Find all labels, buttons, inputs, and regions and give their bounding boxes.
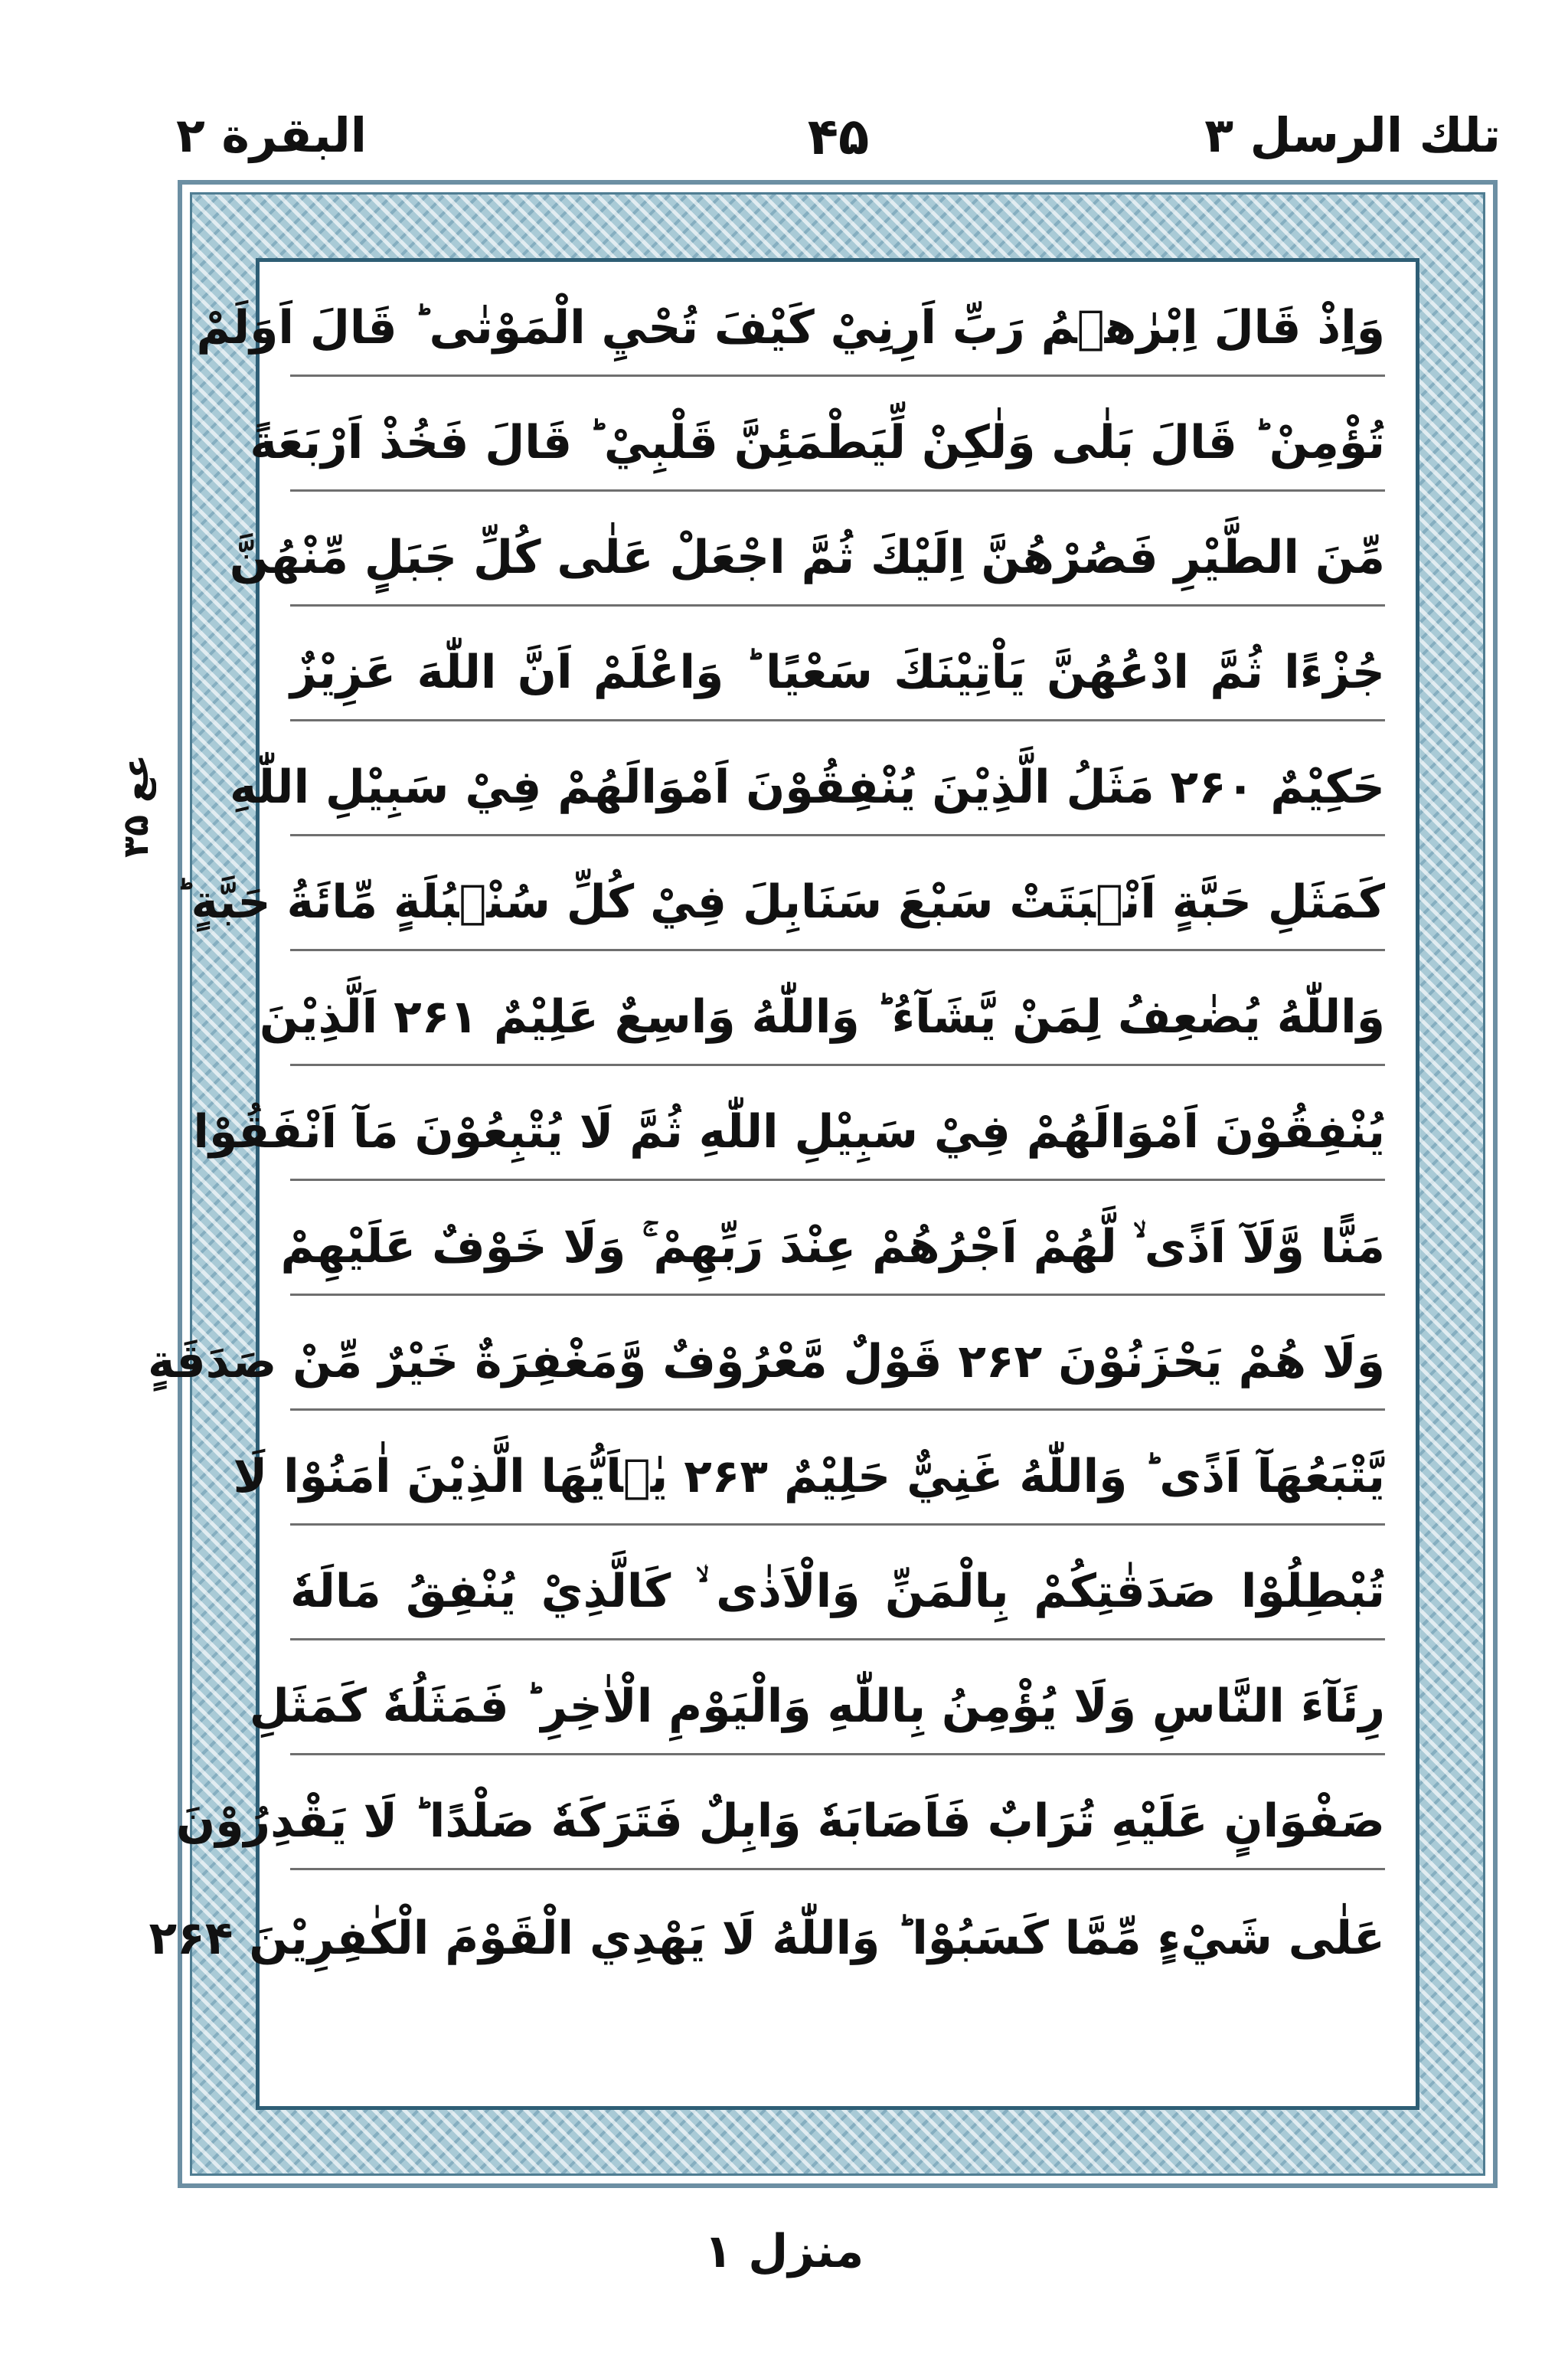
- verse-text: رِئَآءَ النَّاسِ وَلَا يُؤْمِنُ بِاللّٰهِ وَالْيَوْمِ الْاٰخِرِ ؕ فَمَثَلُهٗ كَمَثَلِ: [249, 1680, 1385, 1733]
- text-line: [249, 1640, 1385, 1755]
- text-line: [233, 1411, 1385, 1526]
- text-line: [230, 721, 1385, 836]
- verse-text: يُنْفِقُوْنَ اَمْوَالَهُمْ فِيْ سَبِيْلِ اللّٰهِ ثُمَّ لَا يُتْبِعُوْنَ مَآ اَنْفَقُوْا: [193, 1105, 1385, 1159]
- verse-text: عَلٰى شَيْءٍ مِّمَّا كَسَبُوْا ؕ وَاللّٰهُ لَا يَهْدِي الْقَوْمَ الْكٰفِرِيْنَ ۲۶۴: [149, 1912, 1385, 1965]
- verse-text: كَمَثَلِ حَبَّةٍ اَنْۢبَتَتْ سَبْعَ سَنَابِلَ فِيْ كُلِّ سُنْۢبُلَةٍ مِّائَةُ حَبَّةٍ ؕ: [175, 875, 1385, 929]
- surah-title: البقرة ۲: [176, 107, 368, 163]
- verse-text: يَّتْبَعُهَآ اَذًى ؕ وَاللّٰهُ غَنِيٌّ حَلِيْمٌ ۲۶۳ يٰۤاَيُّهَا الَّذِيْنَ اٰمَنُوْا لَا: [233, 1450, 1385, 1503]
- text-line: [290, 607, 1385, 721]
- text-panel: [147, 258, 1419, 2110]
- verse-text: وَلَا هُمْ يَحْزَنُوْنَ ۲۶۲ قَوْلٌ مَّعْرُوْفٌ وَّمَغْفِرَةٌ خَيْرٌ مِّنْ صَدَقَةٍ: [147, 1335, 1385, 1388]
- ruku-marker: عع ۳۵: [115, 754, 156, 859]
- text-line: [290, 1526, 1385, 1640]
- verse-text: حَكِيْمٌ ۲۶۰ مَثَلُ الَّذِيْنَ يُنْفِقُوْنَ اَمْوَالَهُمْ فِيْ سَبِيْلِ اللّٰهِ: [230, 760, 1385, 814]
- decorative-frame: [147, 180, 1498, 2188]
- text-line: [196, 262, 1385, 377]
- text-line: [176, 1755, 1385, 1870]
- verse-text: صَفْوَانٍ عَلَيْهِ تُرَابٌ فَاَصَابَهٗ وَابِلٌ فَتَرَكَهٗ صَلْدًا ؕ لَا يَقْدِرُوْنَ: [176, 1794, 1385, 1848]
- text-line: [280, 1181, 1385, 1296]
- verse-text: جُزْءًا ثُمَّ ادْعُهُنَّ يَاْتِيْنَكَ سَعْيًا ؕ وَاعْلَمْ اَنَّ اللّٰهَ عَزِيْزٌ: [290, 646, 1385, 699]
- page-number: ۴۵: [807, 107, 870, 166]
- text-line: [147, 1296, 1385, 1411]
- text-line: [175, 836, 1385, 951]
- juz-title: تلك الرسل ۳: [1204, 107, 1501, 163]
- verse-text: وَاِذْ قَالَ اِبْرٰهٖمُ رَبِّ اَرِنِيْ كَيْفَ تُحْيِ الْمَوْتٰى ؕ قَالَ اَوَلَمْ: [196, 301, 1385, 355]
- verse-text: وَاللّٰهُ يُضٰعِفُ لِمَنْ يَّشَآءُ ؕ وَاللّٰهُ وَاسِعٌ عَلِيْمٌ ۲۶۱ اَلَّذِيْنَ: [259, 990, 1385, 1044]
- text-line: [149, 1870, 1385, 1985]
- verse-text: تُبْطِلُوْا صَدَقٰتِكُمْ بِالْمَنِّ وَالْاَذٰى ۙ كَالَّذِيْ يُنْفِقُ مَالَهٗ: [290, 1565, 1385, 1618]
- text-line: [259, 951, 1385, 1066]
- manzil-footer: منزل ۱: [704, 2225, 864, 2278]
- verse-text: تُؤْمِنْ ؕ قَالَ بَلٰى وَلٰكِنْ لِّيَطْمَئِنَّ قَلْبِيْ ؕ قَالَ فَخُذْ اَرْبَعَةً: [250, 416, 1385, 469]
- verse-text: مَنًّا وَّلَآ اَذًى ۙ لَّهُمْ اَجْرُهُمْ عِنْدَ رَبِّهِمْ ۚ وَلَا خَوْفٌ عَلَيْهِمْ: [280, 1220, 1385, 1274]
- text-line: [229, 492, 1385, 607]
- text-line: [250, 377, 1385, 492]
- page-header: [176, 100, 1501, 184]
- text-line: [193, 1066, 1385, 1181]
- verse-text: مِّنَ الطَّيْرِ فَصُرْهُنَّ اِلَيْكَ ثُمَّ اجْعَلْ عَلٰى كُلِّ جَبَلٍ مِّنْهُنَّ: [229, 531, 1385, 584]
